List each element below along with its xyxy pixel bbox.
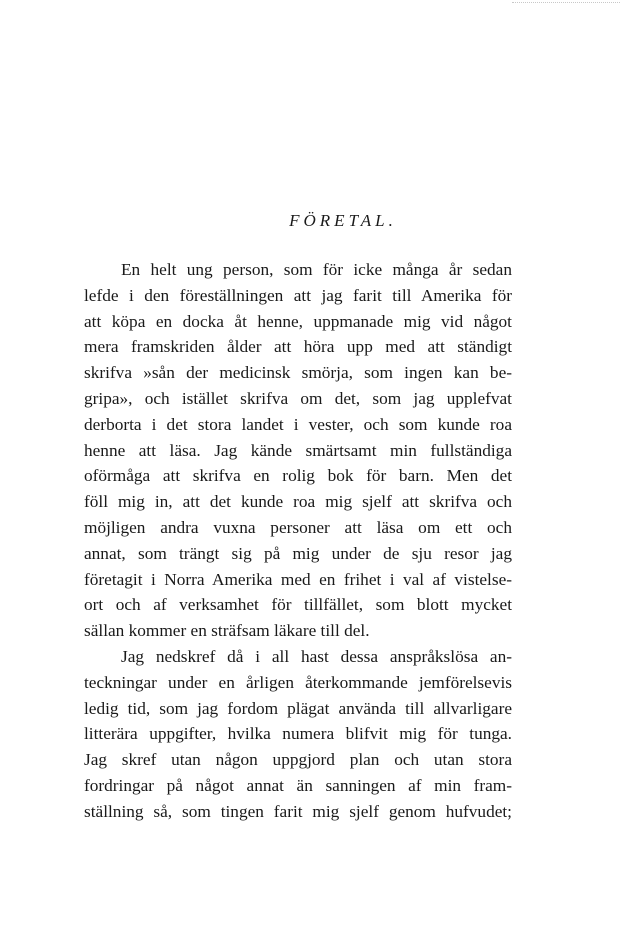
body-text bbox=[84, 257, 512, 825]
paragraph-1 bbox=[84, 257, 512, 644]
text-line: henne att läsa. Jag kände smärtsamt min fullständiga bbox=[84, 440, 512, 460]
text-line: ställning så, som tingen farit mig sjelf genom hufvudet; bbox=[84, 801, 512, 821]
text-line: sällan kommer en sträfsam läkare till del. bbox=[84, 621, 370, 641]
text-line: föll mig in, att det kunde roa mig sjelf att skrifva och bbox=[84, 492, 512, 512]
paragraph-2 bbox=[84, 644, 512, 825]
text-line: annat, som trängt sig på mig under de sju resor jag bbox=[84, 543, 512, 563]
scan-edge-rule bbox=[512, 2, 620, 3]
text-line: gripa», och istället skrifva om det, som jag upplefvat bbox=[84, 388, 512, 408]
text-line: att köpa en docka åt henne, uppmanade mig vid något bbox=[84, 311, 512, 331]
text-line: företagit i Norra Amerika med en frihet i val af vistelse- bbox=[84, 569, 512, 589]
text-line: fordringar på något annat än sanningen af min fram- bbox=[84, 775, 512, 795]
text-line: ort och af verksamhet för tillfället, som blott mycket bbox=[84, 595, 512, 615]
text-line: möjligen andra vuxna personer att läsa om ett och bbox=[84, 517, 512, 537]
text-line: En helt ung person, som för icke många år sedan bbox=[121, 260, 512, 279]
chapter-title: FÖRETAL. bbox=[289, 211, 397, 230]
text-line: litterära uppgifter, hvilka numera blifvit mig för tunga. bbox=[84, 724, 512, 744]
text-line: Jag nedskref då i all hast dessa anspråkslösa an- bbox=[121, 646, 512, 666]
text-line: oförmåga att skrifva en rolig bok för barn. Men det bbox=[84, 466, 512, 486]
text-line: ledig tid, som jag fordom plägat använda till allvarligare bbox=[84, 698, 512, 718]
text-line: teckningar under en årligen återkommande jemförelsevis bbox=[84, 672, 512, 692]
text-line: mera framskriden ålder att höra upp med att ständigt bbox=[84, 337, 512, 357]
text-line: derborta i det stora landet i vester, och som kunde roa bbox=[84, 414, 512, 434]
text-line: skrifva »sån der medicinsk smörja, som ingen kan be- bbox=[84, 363, 512, 383]
text-line: Jag skref utan någon uppgjord plan och utan stora bbox=[84, 750, 512, 770]
text-line: lefde i den föreställningen att jag farit till Amerika för bbox=[84, 285, 512, 305]
